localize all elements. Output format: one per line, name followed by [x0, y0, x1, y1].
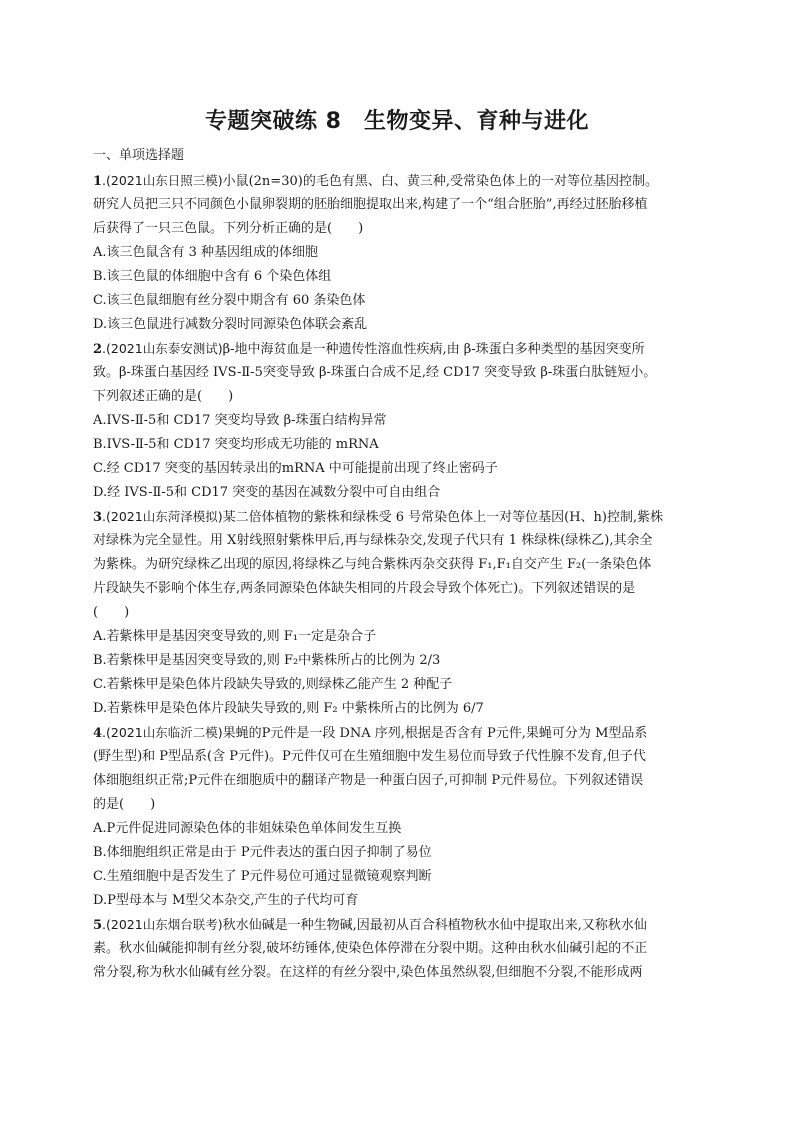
question-3-line-5: ( ) [93, 605, 130, 620]
question-text: β-地中海贫血是一种遗传性溶血性疾病,由 β-珠蛋白多种类型的基因突变所 [222, 342, 645, 357]
question-number: 4 [93, 726, 103, 741]
question-number: 2 [93, 342, 103, 357]
question-4-option-b: B.体细胞组织正常是由于 P元件表达的蛋白因子抑制了易位 [93, 845, 432, 860]
question-source: .(2021山东临沂二模) [102, 725, 223, 740]
question-2-option-a: A.IVS-Ⅱ-5和 CD17 突变均导致 β-珠蛋白结构异常 [93, 413, 387, 428]
question-3-line-3: 为紫株。为研究绿株乙出现的原因,将绿株乙与纯合紫株丙杂交获得 F₁,F₁自交产生 F₂(一条染色体 [93, 557, 652, 572]
question-4-line-3: 体细胞组织正常;P元件在细胞质中的翻译产物是一种蛋白因子,可抑制 P元件易位。下列叙述错误 [93, 773, 644, 788]
question-3-option-d: D.若紫株甲是染色体片段缺失导致的,则 F₂ 中紫株所占的比例为 6/7 [93, 701, 484, 716]
question-source: .(2021山东烟台联考) [102, 917, 223, 932]
question-3-line-2: 对绿株为完全显性。用 X射线照射紫株甲后,再与绿株杂交,发现子代只有 1 株绿株(绿株乙),其余全 [93, 533, 653, 548]
question-source: .(2021山东菏泽模拟) [102, 509, 223, 524]
question-3-line-1 [93, 509, 663, 526]
question-1-option-c: C.该三色鼠细胞有丝分裂中期含有 60 条染色体 [93, 293, 366, 308]
question-4-line-4: 的是( ) [93, 797, 156, 812]
question-4-option-c: C.生殖细胞中是否发生了 P元件易位可通过显微镜观察判断 [93, 869, 432, 884]
question-2-option-c: C.经 CD17 突变的基因转录出的mRNA 中可能提前出现了终止密码子 [93, 461, 498, 476]
question-2-line-1 [93, 341, 645, 358]
question-1-line-3: 后获得了一只三色鼠。下列分析正确的是( ) [93, 221, 364, 236]
question-1-line-1 [93, 173, 658, 190]
question-number: 3 [93, 510, 103, 525]
question-4-option-a: A.P元件促进同源染色体的非姐妹染色单体间发生互换 [93, 821, 402, 836]
question-text: 某二倍体植物的紫株和绿株受 6 号常染色体上一对等位基因(H、h)控制,紫株 [222, 510, 664, 525]
question-5-line-1 [93, 917, 647, 934]
question-4-line-1 [93, 725, 647, 742]
question-4-line-2: (野生型)和 P型品系(含 P元件)。P元件仅可在生殖细胞中发生易位而导致子代性腺不发育,但子代 [93, 749, 646, 764]
question-text: 秋水仙碱是一种生物碱,因最初从百合科植物秋水仙中提取出来,又称秋水仙 [222, 918, 647, 933]
question-text: 果蝇的P元件是一段 DNA 序列,根据是否含有 P元件,果蝇可分为 M型品系 [222, 726, 648, 741]
question-number: 5 [93, 918, 103, 933]
question-4-option-d: D.P型母本与 M型父本杂交,产生的子代均可育 [93, 893, 359, 908]
section-heading: 一、单项选择题 [93, 148, 185, 163]
question-2-option-d: D.经 IVS-Ⅱ-5和 CD17 突变的基因在减数分裂中可自由组合 [93, 485, 441, 500]
question-number: 1 [93, 174, 103, 189]
question-3-option-a: A.若紫株甲是基因突变导致的,则 F₁一定是杂合子 [93, 629, 377, 644]
question-5-line-2: 素。秋水仙碱能抑制有丝分裂,破坏纺锤体,使染色体停滞在分裂中期。这种由秋水仙碱引起的不正 [93, 941, 648, 956]
question-source: .(2021山东日照三模) [102, 173, 223, 188]
question-3-line-4: 片段缺失不影响个体生存,两条同源染色体缺失相同的片段会导致个体死亡)。下列叙述错误的是 [93, 581, 636, 596]
question-source: .(2021山东泰安测试) [102, 341, 223, 356]
page-title: 专题突破练 8 生物变异、育种与进化 [205, 109, 589, 134]
question-5-line-3: 常分裂,称为秋水仙碱有丝分裂。在这样的有丝分裂中,染色体虽然纵裂,但细胞不分裂,不能形成两 [93, 965, 643, 980]
question-2-line-3: 下列叙述正确的是( ) [93, 389, 234, 404]
question-3-option-c: C.若紫株甲是染色体片段缺失导致的,则绿株乙能产生 2 种配子 [93, 677, 453, 692]
question-1-option-b: B.该三色鼠的体细胞中含有 6 个染色体组 [93, 269, 332, 284]
question-1-option-d: D.该三色鼠进行减数分裂时同源染色体联会紊乱 [93, 317, 368, 332]
question-text: 小鼠(2n=30)的毛色有黑、白、黄三种,受常染色体上的一对等位基因控制。 [222, 174, 658, 189]
question-2-option-b: B.IVS-Ⅱ-5和 CD17 突变均形成无功能的 mRNA [93, 437, 379, 452]
question-3-option-b: B.若紫株甲是基因突变导致的,则 F₂中紫株所占的比例为 2/3 [93, 653, 441, 668]
question-1-line-2: 研究人员把三只不同颜色小鼠卵裂期的胚胎细胞提取出来,构建了一个“组合胚胎”,再经过胚胎移植 [93, 197, 648, 212]
question-2-line-2: 致。β-珠蛋白基因经 IVS-Ⅱ-5突变导致 β-珠蛋白合成不足,经 CD17 突变导致 β-珠蛋白肽链短小。 [93, 365, 657, 380]
question-1-option-a: A.该三色鼠含有 3 种基因组成的体细胞 [93, 245, 319, 260]
